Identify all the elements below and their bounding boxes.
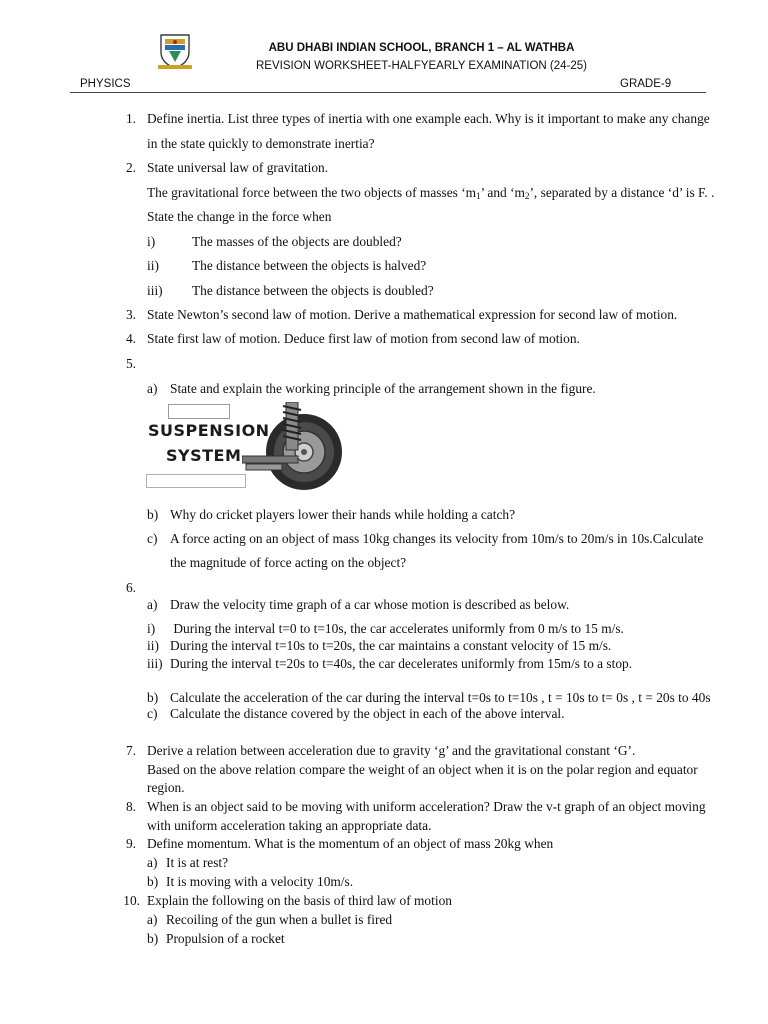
question-2-line-3: State the change in the force when [147, 209, 332, 224]
figure-caption-line-1: SUSPENSION [148, 421, 270, 440]
question-6c-text: Calculate the distance covered by the object in each of the above interval. [170, 706, 565, 721]
question-3-text: State Newton’s second law of motion. Derive a mathematical expression for second law of motion. [147, 307, 678, 322]
question-number: 4. [125, 331, 136, 346]
subject-label: PHYSICS [80, 78, 131, 90]
sub-item-text: During the interval t=0 to t=10s, the car accelerates uniformly from 0 m/s to 15 m/s. [170, 621, 624, 636]
figure-underline-box [146, 474, 246, 488]
question-number: 2. [125, 160, 136, 175]
figure-caption-line-2: SYSTEM [166, 446, 242, 465]
question-10b-text: Propulsion of a rocket [166, 931, 285, 946]
question-2-line-1: State universal law of gravitation. [147, 160, 329, 175]
question-7-line-3: region. [147, 780, 185, 795]
school-name: ABU DHABI INDIAN SCHOOL, BRANCH 1 – AL WATHBA [268, 42, 575, 54]
question-number: 6. [125, 580, 136, 595]
sub-item-marker: b) [147, 690, 159, 705]
subscript-2: 2 [524, 191, 530, 201]
sub-item-marker: c) [147, 706, 158, 721]
suspension-system-figure [146, 402, 346, 494]
header-divider [70, 92, 706, 93]
question-4-text: State first law of motion. Deduce first law of motion from second law of motion. [147, 331, 580, 346]
question-number: 3. [125, 307, 136, 322]
question-9a-text: It is at rest? [166, 855, 229, 870]
sub-item-marker: i) [147, 621, 156, 636]
figure-label-box [168, 404, 230, 419]
sub-item-marker: a) [147, 912, 158, 927]
question-number: 9. [125, 836, 136, 851]
sub-item-marker: a) [147, 381, 158, 396]
grade-label: GRADE-9 [620, 78, 672, 90]
sub-item-marker: b) [147, 931, 159, 946]
question-2-line-2 [147, 185, 714, 204]
sub-item-marker: a) [147, 597, 158, 612]
sub-item-marker: a) [147, 855, 158, 870]
question-number: 7. [125, 743, 136, 758]
question-8-line-1: When is an object said to be moving with uniform acceleration? Draw the v-t graph of an object moving [147, 799, 706, 814]
sub-item-text: During the interval t=10s to t=20s, the car maintains a constant velocity of 15 m/s. [170, 638, 612, 653]
question-10a-text: Recoiling of the gun when a bullet is fired [166, 912, 393, 927]
question-number: 8. [125, 799, 136, 814]
question-1-line-2: in the state quickly to demonstrate inertia? [147, 136, 375, 151]
sub-item-marker: iii) [147, 656, 163, 671]
question-number: 1. [125, 111, 136, 126]
question-7-line-2: Based on the above relation compare the weight of an object when it is on the polar region and equator [147, 762, 698, 777]
question-7-line-1: Derive a relation between acceleration due to gravity ‘g’ and the gravitational constant ‘G’. [147, 743, 636, 758]
question-5c-line-2: the magnitude of force acting on the object? [170, 555, 407, 570]
wheel-and-shock-absorber-icon [242, 402, 346, 494]
question-5c-line-1: A force acting on an object of mass 10kg changes its velocity from 10m/s to 20m/s in 10s.Calculate [170, 531, 704, 546]
sub-item-marker: i) [147, 234, 156, 249]
question-9b-text: It is moving with a velocity 10m/s. [166, 874, 354, 889]
sub-item-marker: ii) [147, 258, 159, 273]
question-6b-text: Calculate the acceleration of the car during the interval t=0s to t=10s , t = 10s to t= 0s , t = 20s to 40s [170, 690, 711, 705]
sub-item-marker: iii) [147, 283, 163, 298]
sub-item-marker: b) [147, 507, 159, 522]
question-10-line-1: Explain the following on the basis of third law of motion [147, 893, 452, 908]
question-5b-text: Why do cricket players lower their hands while holding a catch? [170, 507, 516, 522]
sub-item-marker: ii) [147, 638, 159, 653]
question-2-text-c: ’, separated by a distance ‘d’ is F. . [529, 185, 715, 200]
question-9-line-1: Define momentum. What is the momentum of an object of mass 20kg when [147, 836, 554, 851]
sub-item-text: During the interval t=20s to t=40s, the car decelerates uniformly from 15m/s to a stop. [170, 656, 633, 671]
question-2-text-b: ’ and ‘m [480, 185, 525, 200]
sub-item-text: The distance between the objects is halved? [192, 258, 427, 273]
question-6a-text: Draw the velocity time graph of a car whose motion is described as below. [170, 597, 570, 612]
question-1-line-1: Define inertia. List three types of inertia with one example each. Why is it important to make any change [147, 111, 710, 126]
worksheet-title: REVISION WORKSHEET-HALFYEARLY EXAMINATION (24-25) [255, 60, 588, 72]
question-number: 5. [125, 356, 136, 371]
question-5a-text: State and explain the working principle of the arrangement shown in the figure. [170, 381, 596, 396]
sub-item-marker: b) [147, 874, 159, 889]
question-8-line-2: with uniform acceleration taking an appropriate data. [147, 818, 432, 833]
question-2-text-a: The gravitational force between the two objects of masses ‘m [147, 185, 477, 200]
sub-item-marker: c) [147, 531, 158, 546]
sub-item-text: The distance between the objects is doubled? [192, 283, 434, 298]
sub-item-text: The masses of the objects are doubled? [192, 234, 402, 249]
question-number: 10. [123, 893, 140, 908]
subscript-1: 1 [476, 191, 481, 201]
